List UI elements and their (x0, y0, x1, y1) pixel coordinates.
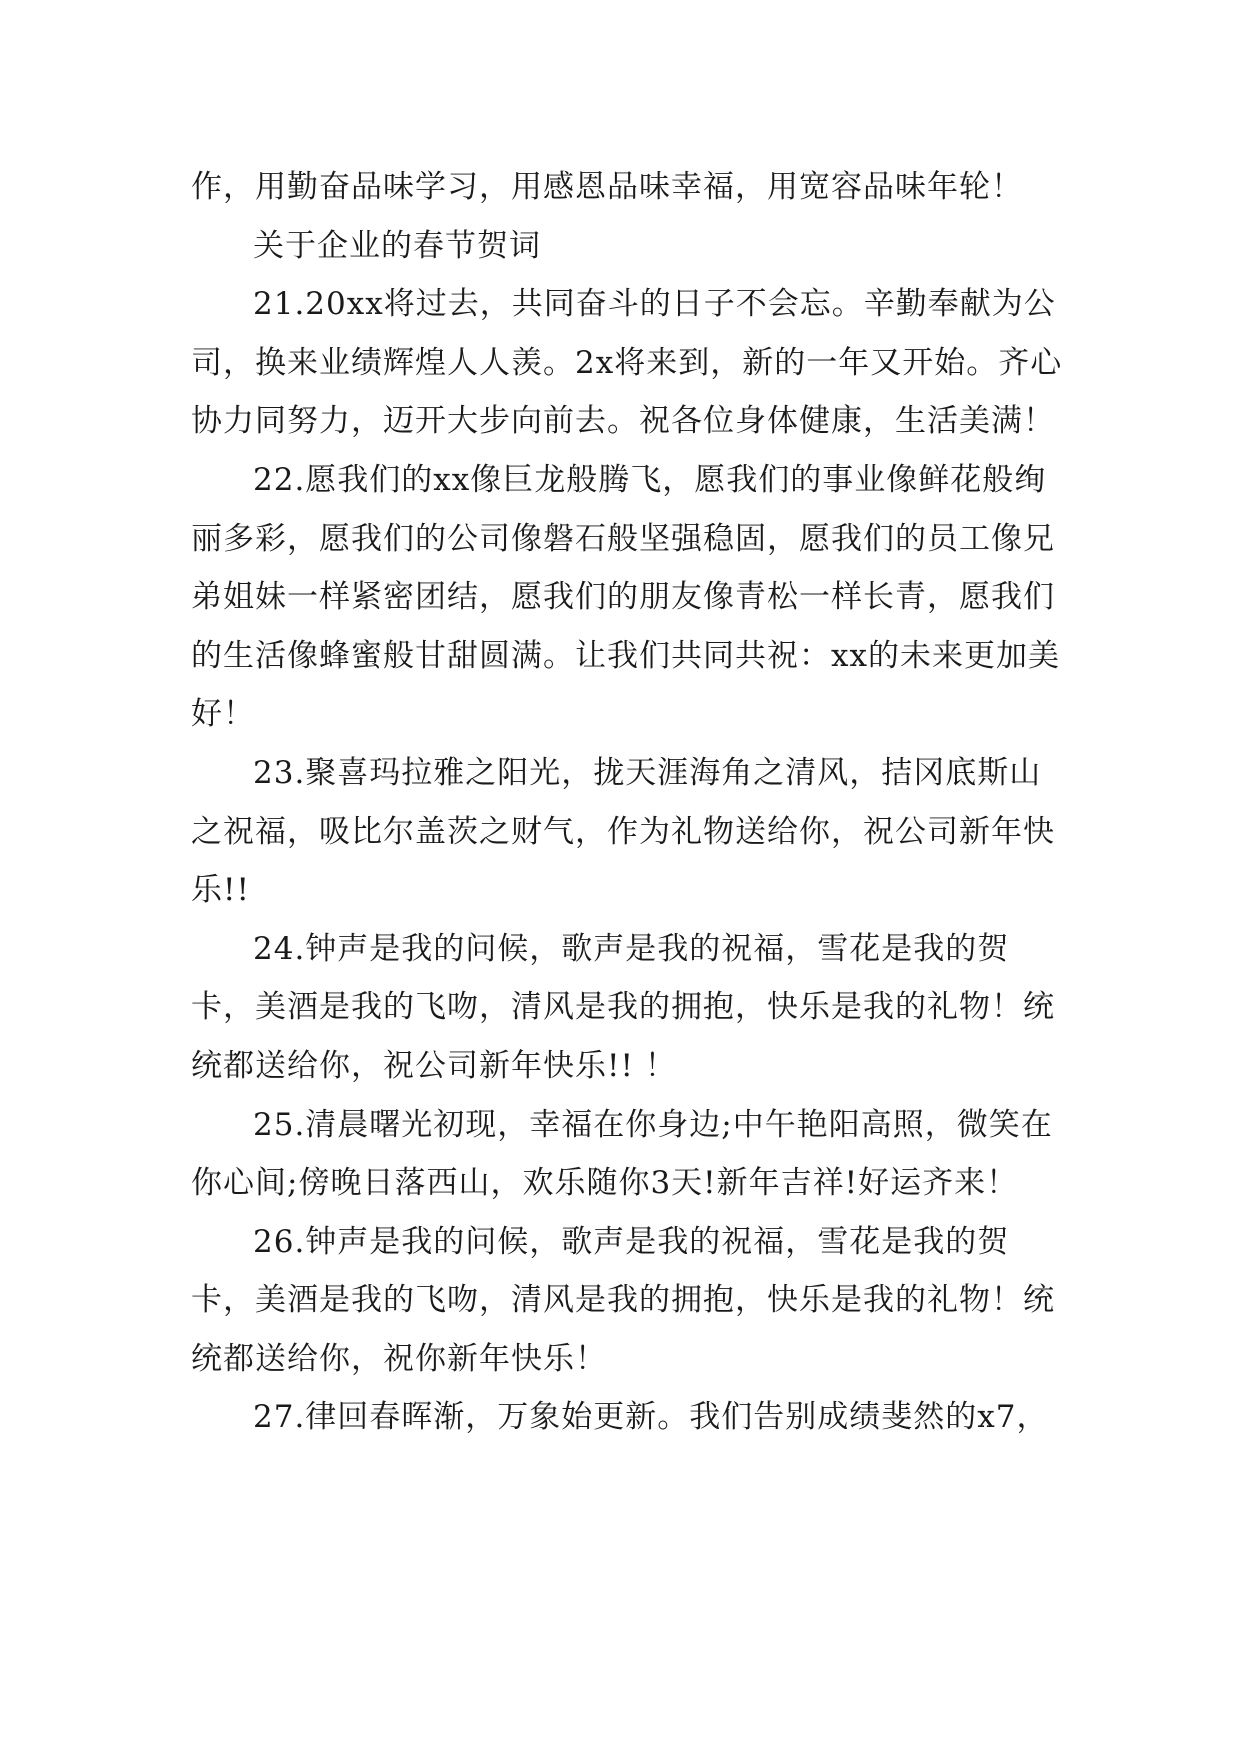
paragraph-21: 21.20xx将过去，共同奋斗的日子不会忘。辛勤奉献为公司，换来业绩辉煌人人羡。2x将来到，新的一年又开始。齐心协力同努力，迈开大步向前去。祝各位身体健康，生活美满！ (191, 286, 1063, 440)
paragraph-24: 24.钟声是我的问候，歌声是我的祝福，雪花是我的贺卡，美酒是我的飞吻，清风是我的拥抱，快乐是我的礼物！统统都送给你，祝公司新年快乐!! ！ (191, 930, 1055, 1084)
paragraph-25: 25.清晨曙光初现，幸福在你身边;中午艳阳高照，微笑在你心间;傍晚日落西山，欢乐随你3天!新年吉祥!好运齐来！ (191, 1106, 1053, 1202)
paragraph-26: 26.钟声是我的问候，歌声是我的祝福，雪花是我的贺卡，美酒是我的飞吻，清风是我的拥抱，快乐是我的礼物！统统都送给你，祝你新年快乐！ (191, 1223, 1055, 1377)
paragraph-continuation: 作，用勤奋品味学习，用感恩品味幸福，用宽容品味年轮！ (191, 169, 1023, 205)
paragraph-27: 27.律回春晖渐，万象始更新。我们告别成绩斐然的x7， (253, 1399, 1049, 1436)
paragraph-22: 22.愿我们的xx像巨龙般腾飞，愿我们的事业像鲜花般绚丽多彩，愿我们的公司像磐石般坚强稳固，愿我们的员工像兄弟姐妹一样紧密团结，愿我们的朋友像青松一样长青，愿我们的生活像蜂蜜般甘甜圆满。让我们共同共祝：xx的未来更加美好！ (191, 461, 1060, 733)
paragraph-23: 23.聚喜玛拉雅之阳光，拢天涯海角之清风，拮冈底斯山之祝福，吸比尔盖茨之财气，作为礼物送给你，祝公司新年快乐!! (191, 754, 1055, 909)
document-body (191, 158, 1071, 1447)
section-heading: 关于企业的春节贺词 (253, 227, 541, 264)
